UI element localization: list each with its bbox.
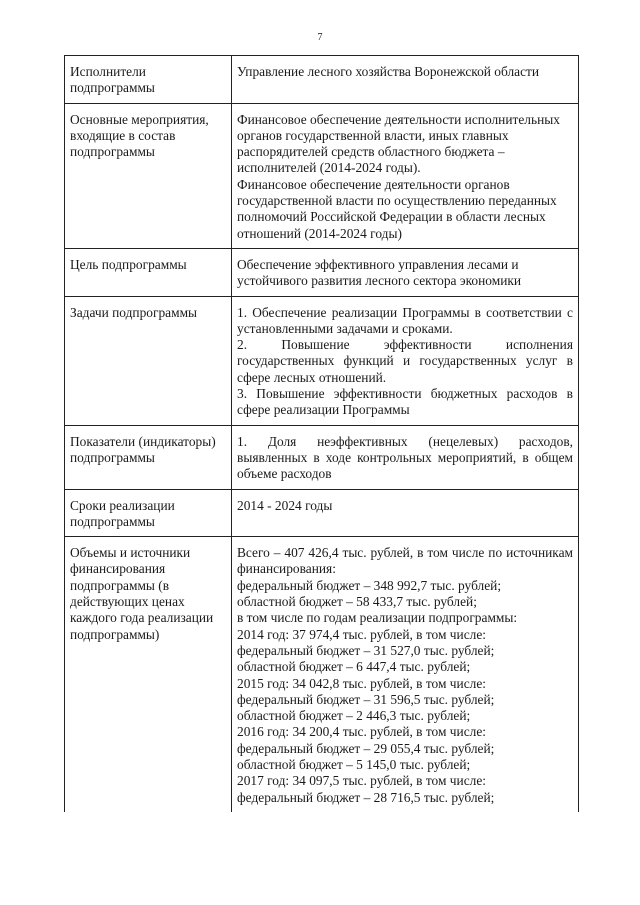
value-line: 2014 - 2024 годы — [237, 497, 333, 513]
page-number: 7 — [317, 32, 323, 43]
table-row — [65, 425, 579, 489]
value-line: федеральный бюджет – 28 716,5 тыс. рублей; — [237, 789, 495, 805]
row-value — [232, 103, 579, 248]
row-label: Цель подпрограммы — [65, 248, 232, 296]
table-row — [65, 56, 579, 104]
table-row — [65, 537, 579, 812]
value-line: федеральный бюджет – 29 055,4 тыс. рублей; — [237, 740, 495, 756]
row-value — [232, 489, 579, 537]
row-value — [232, 296, 579, 425]
row-value — [232, 537, 579, 812]
value-line: областной бюджет – 6 447,4 тыс. рублей; — [237, 659, 471, 675]
row-value — [232, 248, 579, 296]
row-label: Задачи подпрограммы — [65, 296, 232, 425]
value-line: 2017 год: 34 097,5 тыс. рублей, в том числе: — [237, 773, 486, 789]
row-value — [232, 425, 579, 489]
row-value — [232, 56, 579, 104]
value-line: областной бюджет – 5 145,0 тыс. рублей; — [237, 756, 471, 772]
value-line: Обеспечение эффективного управления лесами и устойчивого развития лесного сектора экономики — [237, 256, 522, 289]
value-line: 2. Повышение эффективности исполнения государственных функций и государственных услуг в сфере лесных отношений. — [237, 337, 573, 385]
value-line: в том числе по годам реализации подпрограммы: — [237, 610, 518, 626]
value-line: федеральный бюджет – 348 992,7 тыс. рублей; — [237, 577, 502, 593]
value-line: 1. Доля неэффективных (нецелевых) расходов, выявленных в ходе контрольных мероприятий, в общем объеме расходов — [237, 433, 573, 482]
value-line: 2015 год: 34 042,8 тыс. рублей, в том числе: — [237, 675, 486, 691]
value-line: федеральный бюджет – 31 596,5 тыс. рублей; — [237, 691, 495, 707]
value-line: областной бюджет – 2 446,3 тыс. рублей; — [237, 708, 471, 724]
table-row — [65, 248, 579, 296]
value-line: 2016 год: 34 200,4 тыс. рублей, в том числе: — [237, 724, 486, 740]
value-line: 1. Обеспечение реализации Программы в соответствии с установленными задачами и сроками. — [237, 304, 573, 336]
row-label: Исполнители подпрограммы — [65, 56, 232, 104]
table-row — [65, 296, 579, 425]
row-label: Объемы и источники финансирования подпрограммы (в действующих ценах каждого года реализации подпрограммы) — [65, 537, 232, 812]
value-line: 3. Повышение эффективности бюджетных расходов в сфере реализации Программы — [237, 386, 573, 418]
table-row — [65, 489, 579, 537]
value-line: Управление лесного хозяйства Воронежской области — [237, 64, 540, 79]
value-line: Всего – 407 426,4 тыс. рублей, в том числе по источникам финансирования: — [237, 545, 573, 577]
value-line: 2014 год: 37 974,4 тыс. рублей, в том числе: — [237, 626, 486, 642]
value-line: Финансовое обеспечение деятельности органов государственной власти по осуществлению переданных полномочий Российской Федерации в области лесных отношений (2014-2024 годы) — [237, 176, 557, 241]
row-label: Показатели (индикаторы) подпрограммы — [65, 425, 232, 489]
value-line: областной бюджет – 58 433,7 тыс. рублей; — [237, 594, 477, 610]
subprogram-passport-table — [64, 55, 579, 812]
value-line: Финансовое обеспечение деятельности исполнительных органов государственной власти, иных главных распорядителей средств областного бюджета – исполнителей (2014-2024 годы). — [237, 111, 560, 176]
value-line: федеральный бюджет – 31 527,0 тыс. рублей; — [237, 642, 495, 658]
row-label: Сроки реализации подпрограммы — [65, 489, 232, 537]
row-label: Основные мероприятия, входящие в состав подпрограммы — [65, 103, 232, 248]
table-row — [65, 103, 579, 248]
